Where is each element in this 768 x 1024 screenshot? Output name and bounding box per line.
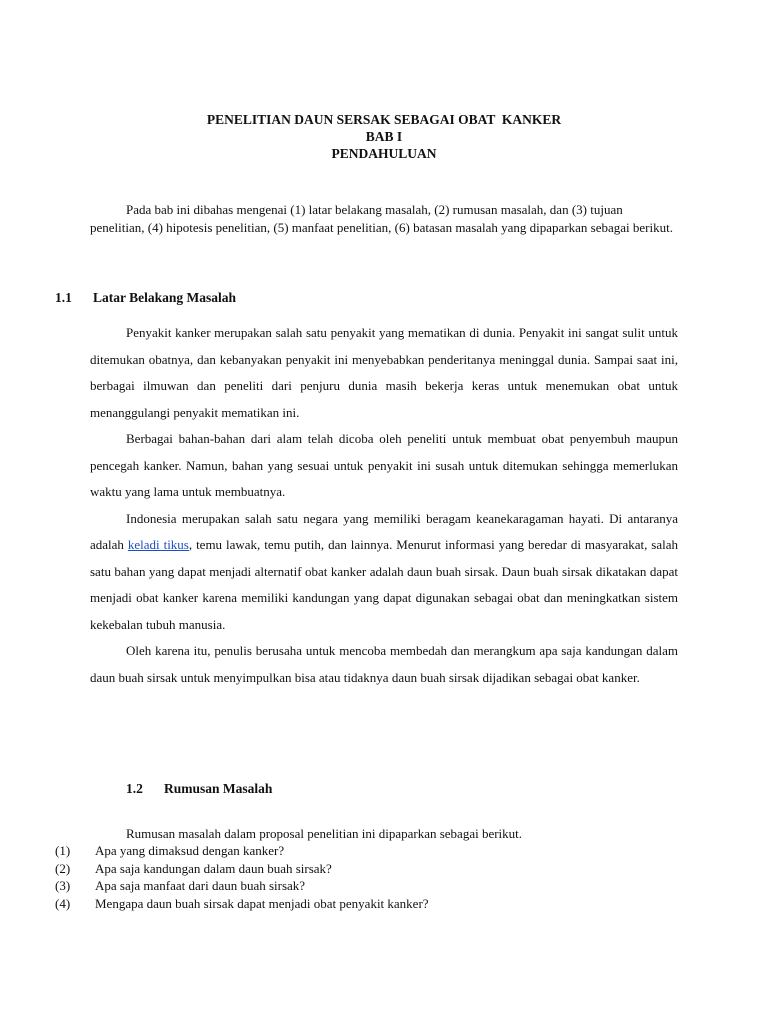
section-1-1-body [90,320,678,691]
paragraph-text: Indonesia merupakan salah satu negara yang memiliki beragam keanekaragaman hayati. Di antaranya adalah [90,510,678,552]
chapter-title: PENDAHULUAN [331,146,437,161]
paragraph: Penyakit kanker merupakan salah satu penyakit yang mematikan di dunia. Penyakit ini sangat sulit untuk ditemukan obatnya, dan kebanyakan penyakit ini menyebabkan penderitanya meninggal dunia. Sampai saat ini, berbagai ilmuwan dan peneliti dari penjuru dunia masih bekerja keras untuk menemukan obat untuk menanggulangi penyakit mematikan ini. [90,325,678,420]
list-number: (1) [55,843,71,858]
section-heading-1-1 [55,290,236,306]
list-item [55,860,429,878]
paragraph: Oleh karena itu, penulis berusaha untuk mencoba membedah dan merangkum apa saja kandungan dalam daun buah sirsak untuk menyimpulkan bisa atau tidaknya daun buah sirsak dijadikan sebagai obat kanker. [90,643,678,685]
document-title-block [0,111,768,162]
section-title: Latar Belakang Masalah [93,290,237,305]
section-title: Rumusan Masalah [164,781,273,796]
list-item [55,895,429,913]
section-number: 1.1 [55,290,72,305]
rumusan-intro: Rumusan masalah dalam proposal penelitian ini dipaparkan sebagai berikut. [126,826,523,841]
list-number: (3) [55,878,71,893]
section-heading-1-2 [126,781,272,797]
section-number: 1.2 [126,781,143,796]
list-text: Apa saja kandungan dalam daun buah sirsak? [95,860,332,876]
list-item [55,842,429,860]
intro-text: Pada bab ini dibahas mengenai (1) latar belakang masalah, (2) rumusan masalah, dan (3) tujuan penelitian, (4) hipotesis penelitian, (5) manfaat penelitian, (6) batasan masalah yang dipaparkan sebagai berikut. [90,202,673,235]
rumusan-list [55,842,429,912]
list-item [55,877,429,895]
list-text: Mengapa daun buah sirsak dapat menjadi obat penyakit kanker? [95,895,429,911]
paragraph-text: , temu lawak, temu putih, dan lainnya. Menurut informasi yang beredar di masyarakat, salah satu bahan yang dapat menjadi alternatif obat kanker adalah daun buah sirsak. Daun buah sirsak dikatakan dapat menjadi obat kanker karena memiliki kandungan yang dapat digunakan sebagai obat dan meningkatkan sistem kekebalan tubuh manusia. [90,537,679,632]
chapter-label: BAB I [365,129,403,144]
paragraph [90,506,678,639]
document-title: PENELITIAN DAUN SERSAK SEBAGAI OBAT KANKER [206,112,562,127]
list-text: Apa yang dimaksud dengan kanker? [95,843,285,858]
paragraph: Berbagai bahan-bahan dari alam telah dicoba oleh peneliti untuk membuat obat penyembuh maupun pencegah kanker. Namun, bahan yang sesuai untuk penyakit ini susah untuk ditemukan sehingga memerlukan waktu yang lama untuk membuatnya. [90,431,678,499]
keladi-tikus-link[interactable]: keladi tikus [127,537,189,552]
intro-paragraph [90,201,680,237]
list-number: (2) [55,860,71,876]
list-text: Apa saja manfaat dari daun buah sirsak? [95,878,306,893]
list-number: (4) [55,895,71,911]
